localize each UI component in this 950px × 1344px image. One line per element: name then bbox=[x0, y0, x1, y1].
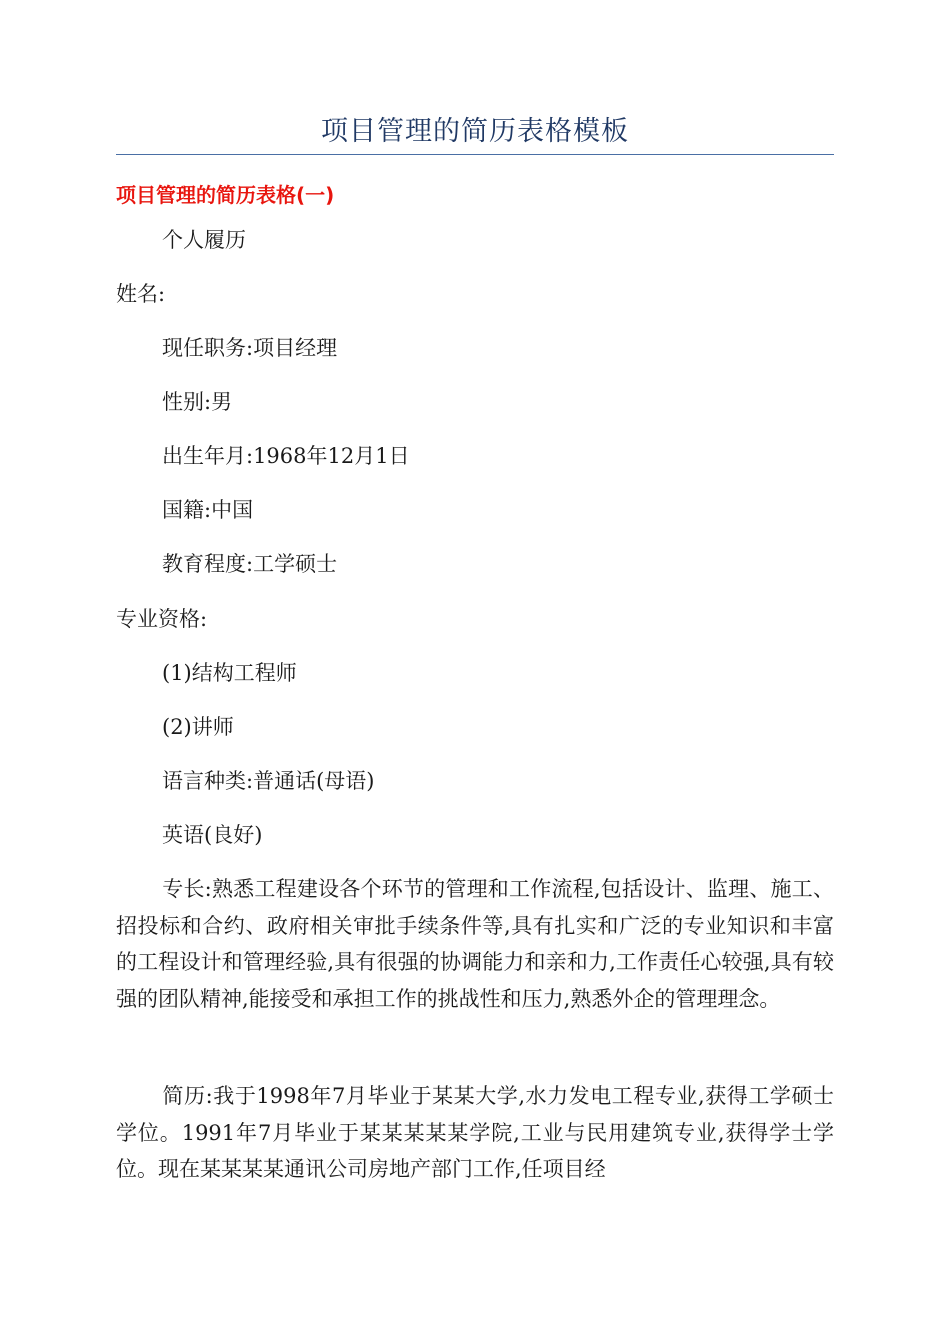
qualification-label: 专业资格: bbox=[116, 607, 208, 631]
resume-label: 个人履历 bbox=[162, 228, 246, 252]
title-underline bbox=[116, 154, 834, 155]
specialty-text: 专长:熟悉工程建设各个环节的管理和工作流程,包括设计、监理、施工、招投标和合约、政府相关审批手续条件等,具有扎实和广泛的专业知识和丰富的工程设计和管理经验,具有很强的协调能力和亲和力,工作责任心较强,具有较强的团队精神,能接受和承担工作的挑战性和压力,熟悉外企的管理理念。 bbox=[116, 877, 834, 1011]
birth-line: 出生年月:1968年12月1日 bbox=[162, 444, 410, 468]
section-heading: 项目管理的简历表格(一) bbox=[116, 183, 335, 207]
name-line: 姓名: bbox=[116, 282, 166, 306]
qualification-item-2: (2)讲师 bbox=[162, 715, 234, 739]
nationality-line: 国籍:中国 bbox=[162, 498, 254, 522]
language-line: 语言种类:普通话(母语) bbox=[162, 769, 375, 793]
document-title: 项目管理的简历表格模板 bbox=[321, 116, 629, 147]
qualification-item-1: (1)结构工程师 bbox=[162, 661, 297, 685]
education-line: 教育程度:工学硕士 bbox=[162, 552, 338, 576]
gender-line: 性别:男 bbox=[162, 390, 233, 414]
english-line: 英语(良好) bbox=[162, 823, 263, 847]
resume-text: 简历:我于1998年7月毕业于某某大学,水力发电工程专业,获得工学硕士学位。1991年7月毕业于某某某某某学院,工业与民用建筑专业,获得学士学位。现在某某某某通讯公司房地产部门工作,任项目经 bbox=[116, 1084, 834, 1181]
position-line: 现任职务:项目经理 bbox=[162, 336, 338, 360]
resume-paragraph bbox=[116, 1078, 834, 1188]
specialty-paragraph bbox=[116, 871, 834, 1017]
